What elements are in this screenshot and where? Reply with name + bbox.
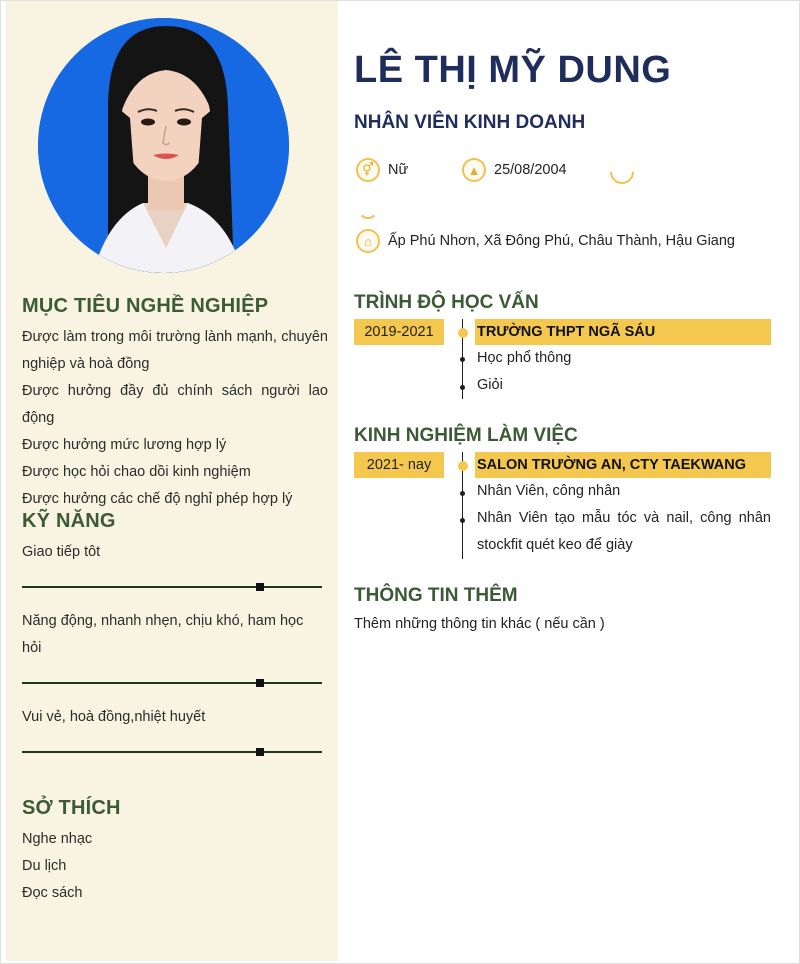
address-info: [356, 229, 735, 253]
cake-icon: ▲: [462, 158, 486, 182]
hobby-item: Du lịch: [22, 858, 67, 874]
experience-period: 2021- nay: [354, 452, 444, 478]
skill-label: Vui vẻ, hoà đồng,nhiệt huyết: [22, 709, 206, 725]
skill-bar: [22, 682, 322, 684]
extra-text: Thêm những thông tin khác ( nếu cần ): [354, 616, 605, 632]
candidate-name: LÊ THỊ MỸ DUNG: [354, 49, 672, 91]
timeline-dot: [458, 461, 468, 471]
objective-item: Được học hỏi chao dồi kinh nghiệm: [22, 464, 251, 480]
skill-level-marker: [256, 748, 264, 756]
experience-detail: Nhân Viên, công nhân: [477, 483, 621, 499]
extra-title: THÔNG TIN THÊM: [354, 585, 518, 606]
skill-bar: [22, 586, 322, 588]
education-period: 2019-2021: [354, 319, 444, 345]
objective-item: Được hưởng mức lương hợp lý: [22, 437, 227, 453]
experience-detail: Nhân Viên tạo mẫu tóc và nail, công nhân: [477, 510, 771, 526]
bullet-dot: [460, 518, 465, 523]
skill-label: Năng động, nhanh nhẹn, chịu khó, ham học: [22, 613, 304, 629]
education-detail: Học phổ thông: [477, 350, 572, 366]
objective-item: Được hưởng các chế độ nghỉ phép hợp lý: [22, 491, 293, 507]
gender-icon: ⚥: [356, 158, 380, 182]
avatar: [38, 18, 289, 273]
location-icon: ⌂: [356, 229, 380, 253]
birthday-info: [462, 158, 567, 182]
bullet-dot: [460, 491, 465, 496]
skills-title: KỸ NĂNG: [22, 510, 116, 532]
education-school: TRƯỜNG THPT NGÃ SÁU: [475, 319, 771, 345]
main-content: [338, 1, 800, 961]
gender-value: Nữ: [388, 162, 409, 178]
objective-item: Được làm trong môi trường lành mạnh, chuyên: [22, 329, 328, 345]
hobbies-title: SỞ THÍCH: [22, 797, 121, 819]
hobby-list: [22, 826, 92, 907]
experience-title: KINH NGHIỆM LÀM VIỆC: [354, 425, 578, 446]
experience-detail-cont: stockfit quét keo để giày: [477, 537, 633, 553]
address-value: Ấp Phú Nhơn, Xã Đông Phú, Châu Thành, Hậu Giang: [388, 233, 735, 249]
objective-item: nghiệp và hoà đồng: [22, 356, 150, 372]
hobby-item: Nghe nhạc: [22, 831, 93, 847]
bullet-dot: [460, 385, 465, 390]
objective-list: [22, 324, 328, 513]
skill-label: Giao tiếp tôt: [22, 544, 101, 560]
skill-level-marker: [256, 583, 264, 591]
experience-company: SALON TRƯỜNG AN, CTY TAEKWANG: [475, 452, 771, 478]
left-sidebar: [6, 1, 338, 961]
skill-label-cont: hỏi: [22, 640, 42, 656]
skill-level-marker: [256, 679, 264, 687]
skill-bar: [22, 751, 322, 753]
hobby-item: Đọc sách: [22, 885, 83, 901]
education-title: TRÌNH ĐỘ HỌC VẤN: [354, 292, 539, 313]
gender-info: [356, 158, 408, 182]
birthday-value: 25/08/2004: [494, 162, 567, 178]
decorative-arc: [358, 205, 378, 219]
objective-item: Được hưởng đầy đủ chính sách người lao động: [22, 383, 328, 426]
portrait-photo: [38, 18, 289, 273]
bullet-dot: [460, 357, 465, 362]
decorative-arc: [605, 155, 639, 189]
timeline-dot: [458, 328, 468, 338]
education-detail: Giỏi: [477, 377, 503, 393]
candidate-title: NHÂN VIÊN KINH DOANH: [354, 112, 586, 133]
objective-title: MỤC TIÊU NGHỀ NGHIỆP: [22, 295, 269, 317]
